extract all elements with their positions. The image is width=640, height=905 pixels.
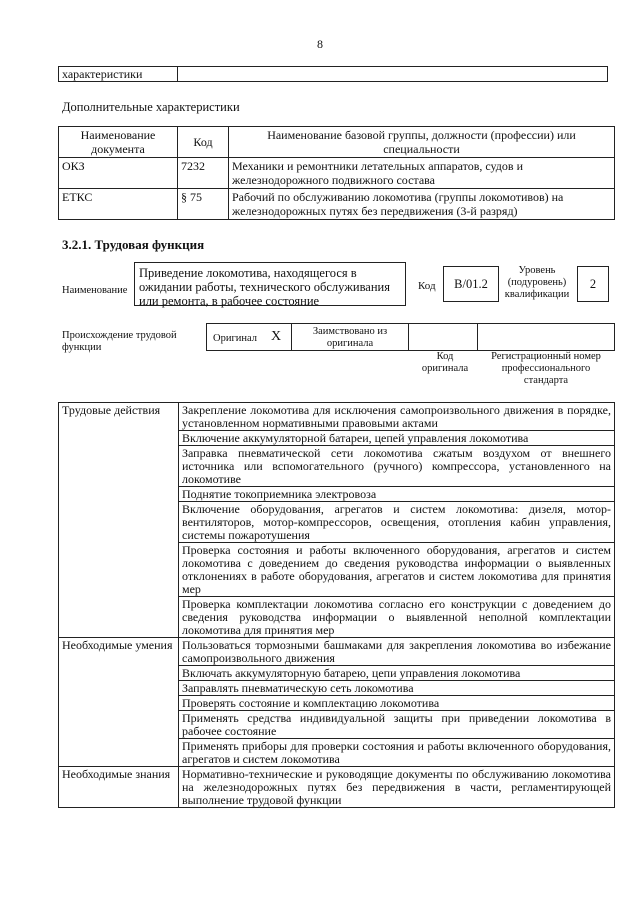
row-name: Механики и ремонтники летательных аппаратов, судов и железнодорожного подвижного состава	[229, 158, 615, 189]
header-name: Наименование базовой группы, должности (профессии) или специальности	[229, 127, 615, 158]
code-original-cell	[408, 323, 478, 351]
skills-label: Необходимые умения	[59, 638, 179, 767]
reg-number-label: Регистрационный номер профессионального стандарта	[491, 351, 601, 386]
additional-heading: Дополнительные характеристики	[62, 100, 240, 114]
borrowed-cell	[291, 323, 409, 351]
function-name-value: Приведение локомотива, находящегося в ожидании работы, технического обслуживания или ремонта, в рабочее состояние	[134, 262, 406, 306]
top-fragment-value	[178, 67, 608, 82]
skill-item: Проверять состояние и комплектацию локомотива	[179, 696, 615, 711]
header-code: Код	[178, 127, 229, 158]
actions-label: Трудовые действия	[59, 403, 179, 638]
action-item: Проверка комплектации локомотива согласно его конструкции с доведением до сведения руководства информации о выявленной неполной комплектации локомотива для принятия мер	[179, 597, 615, 638]
origin-label: Происхождение трудовой функции	[62, 330, 177, 353]
action-item: Закрепление локомотива для исключения самопроизвольного движения в порядке, установленном нормативными правовыми актами	[179, 403, 615, 431]
page-number: 8	[317, 37, 323, 51]
action-item: Включение аккумуляторной батареи, цепей управления локомотива	[179, 431, 615, 446]
action-item: Проверка состояния и работы включенного оборудования, агрегатов и систем локомотива с доведением до сведения руководства информации о выявленных отклонениях в работе оборудования, агрегатов и систем локомотива для принятия мер	[179, 543, 615, 597]
action-item: Поднятие токоприемника электровоза	[179, 487, 615, 502]
function-code-label: Код	[418, 280, 436, 292]
skill-item: Включать аккумуляторную батарею, цепи управления локомотива	[179, 666, 615, 681]
skill-item: Применять средства индивидуальной защиты при приведении локомотива в рабочее состояние	[179, 711, 615, 739]
code-original-label: Код оригинала	[421, 351, 469, 374]
skill-item: Пользоваться тормозными башмаками для закрепления локомотива во избежание самопроизвольного движения	[179, 638, 615, 666]
action-item: Включение оборудования, агрегатов и систем локомотива: дизеля, мотор-вентиляторов, мотор-компрессоров, освещения, отопления кабин управления, системы пожаротушения	[179, 502, 615, 543]
borrowed-label: Заимствовано из оригинала	[312, 326, 388, 349]
row-doc: ОКЗ	[59, 158, 178, 189]
top-fragment-table	[58, 66, 608, 82]
qualification-level-label: Уровень (подуровень) квалификации	[504, 265, 570, 300]
row-name: Рабочий по обслуживанию локомотива (группы локомотивов) на железнодорожных путях без передвижения (3-й разряд)	[229, 189, 615, 220]
skill-item: Применять приборы для проверки состояния и работы включенного оборудования, агрегатов и систем локомотива	[179, 739, 615, 767]
row-code: 7232	[178, 158, 229, 189]
skill-item: Заправлять пневматическую сеть локомотива	[179, 681, 615, 696]
function-name-label: Наименование	[62, 285, 128, 296]
function-details-table	[58, 402, 615, 808]
original-mark: X	[271, 329, 282, 344]
qualification-level-value: 2	[577, 266, 609, 302]
reg-number-cell	[477, 323, 615, 351]
header-doc: Наименование документа	[59, 127, 178, 158]
knowledge-label: Необходимые знания	[59, 767, 179, 808]
row-code: § 75	[178, 189, 229, 220]
section-title: 3.2.1. Трудовая функция	[62, 237, 205, 252]
knowledge-item: Нормативно-технические и руководящие документы по обслуживанию локомотива на железнодорожных путях без передвижения в части, регламентирующей выполнение трудовой функции	[179, 767, 615, 808]
original-cell	[206, 323, 292, 351]
additional-table	[58, 126, 615, 220]
function-code-value: В/01.2	[443, 266, 499, 302]
action-item: Заправка пневматической сети локомотива сжатым воздухом от внешнего источника или вспомогательного (ручного) компрессора, установленного на локомотиве	[179, 446, 615, 487]
top-fragment-label: характеристики	[59, 67, 178, 82]
original-label: Оригинал	[213, 333, 257, 344]
row-doc: ЕТКС	[59, 189, 178, 220]
